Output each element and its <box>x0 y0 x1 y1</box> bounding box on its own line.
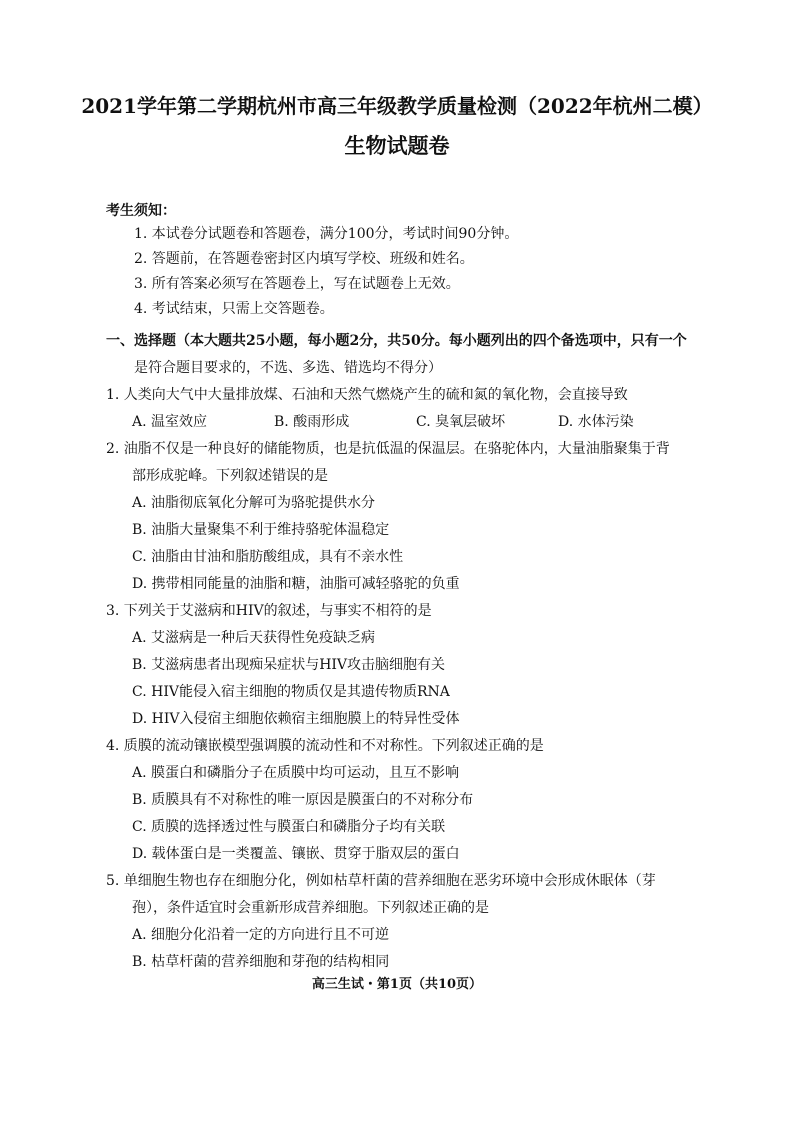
option-b: B. 质膜具有不对称性的唯一原因是膜蛋白的不对称分布 <box>132 792 474 808</box>
question-4 <box>106 733 706 868</box>
page-footer: 高三生试・第1页（共10页） <box>311 977 483 992</box>
option-a: A. 细胞分化沿着一定的方向进行且不可逆 <box>132 927 390 943</box>
option-a: A. 艾滋病是一种后天获得性免疫缺乏病 <box>132 630 376 646</box>
question-1 <box>106 382 706 436</box>
option-c: C. 臭氧层破坏 <box>416 414 506 430</box>
notice-item: 3. 所有答案必须写在答题卷上，写在试题卷上无效。 <box>134 276 460 292</box>
notice-item: 1. 本试卷分试题卷和答题卷，满分100分，考试时间90分钟。 <box>134 226 519 242</box>
notice-heading: 考生须知： <box>106 203 176 219</box>
section-multiple-choice <box>106 328 706 382</box>
option-row <box>106 409 706 436</box>
notice-item: 4. 考试结束，只需上交答题卷。 <box>134 301 334 317</box>
section-instructions-cont: 是符合题目要求的，不选、多选、错选均不得分） <box>134 360 442 376</box>
option-b: B. 艾滋病患者出现痴呆症状与HIV攻击脑细胞有关 <box>132 657 446 673</box>
question-list <box>106 382 706 976</box>
option-d: D. 载体蛋白是一类覆盖、镶嵌、贯穿于脂双层的蛋白 <box>132 846 460 862</box>
question-stem: 1. 人类向大气中大量排放煤、石油和天然气燃烧产生的硫和氮的氧化物，会直接导致 <box>106 387 628 403</box>
candidate-notice <box>106 200 726 322</box>
option-d: D. HIV入侵宿主细胞依赖宿主细胞膜上的特异性受体 <box>132 711 460 727</box>
exam-subject-title: 生物试题卷 <box>344 133 450 158</box>
option-b: B. 枯草杆菌的营养细胞和芽孢的结构相同 <box>132 954 390 970</box>
option-a: A. 温室效应 <box>132 414 208 430</box>
option-a: A. 膜蛋白和磷脂分子在质膜中均可运动，且互不影响 <box>132 765 460 781</box>
option-c: C. HIV能侵入宿主细胞的物质仅是其遗传物质RNA <box>132 684 450 700</box>
question-3 <box>106 598 706 733</box>
question-5 <box>106 868 706 976</box>
exam-title: 2021学年第二学期杭州市高三年级教学质量检测（2022年杭州二模） <box>81 94 713 118</box>
question-stem: 5. 单细胞生物也存在细胞分化，例如枯草杆菌的营养细胞在恶劣环境中会形成休眠体（芽 <box>106 873 656 889</box>
option-a: A. 油脂彻底氧化分解可为骆驼提供水分 <box>132 495 376 511</box>
question-stem: 2. 油脂不仅是一种良好的储能物质，也是抗低温的保温层。在骆驼体内，大量油脂聚集于背 <box>106 441 670 457</box>
question-2 <box>106 436 706 598</box>
question-stem: 3. 下列关于艾滋病和HIV的叙述，与事实不相符的是 <box>106 603 432 619</box>
notice-item: 2. 答题前，在答题卷密封区内填写学校、班级和姓名。 <box>134 251 474 267</box>
option-c: C. 油脂由甘油和脂肪酸组成，具有不亲水性 <box>132 549 404 565</box>
option-b: B. 油脂大量聚集不利于维持骆驼体温稳定 <box>132 522 390 538</box>
section-instructions: 一、选择题（本大题共25小题，每小题2分，共50分。每小题列出的四个备选项中，只有一个 <box>106 333 687 349</box>
option-c: C. 质膜的选择透过性与膜蛋白和磷脂分子均有关联 <box>132 819 446 835</box>
question-stem: 4. 质膜的流动镶嵌模型强调膜的流动性和不对称性。下列叙述正确的是 <box>106 738 544 754</box>
question-stem-cont: 部形成驼峰。下列叙述错误的是 <box>132 468 328 484</box>
option-d: D. 携带相同能量的油脂和糖，油脂可减轻骆驼的负重 <box>132 576 460 592</box>
question-stem-cont: 孢），条件适宜时会重新形成营养细胞。下列叙述正确的是 <box>132 900 489 916</box>
option-d: D. 水体污染 <box>558 414 634 430</box>
option-b: B. 酸雨形成 <box>274 414 350 430</box>
